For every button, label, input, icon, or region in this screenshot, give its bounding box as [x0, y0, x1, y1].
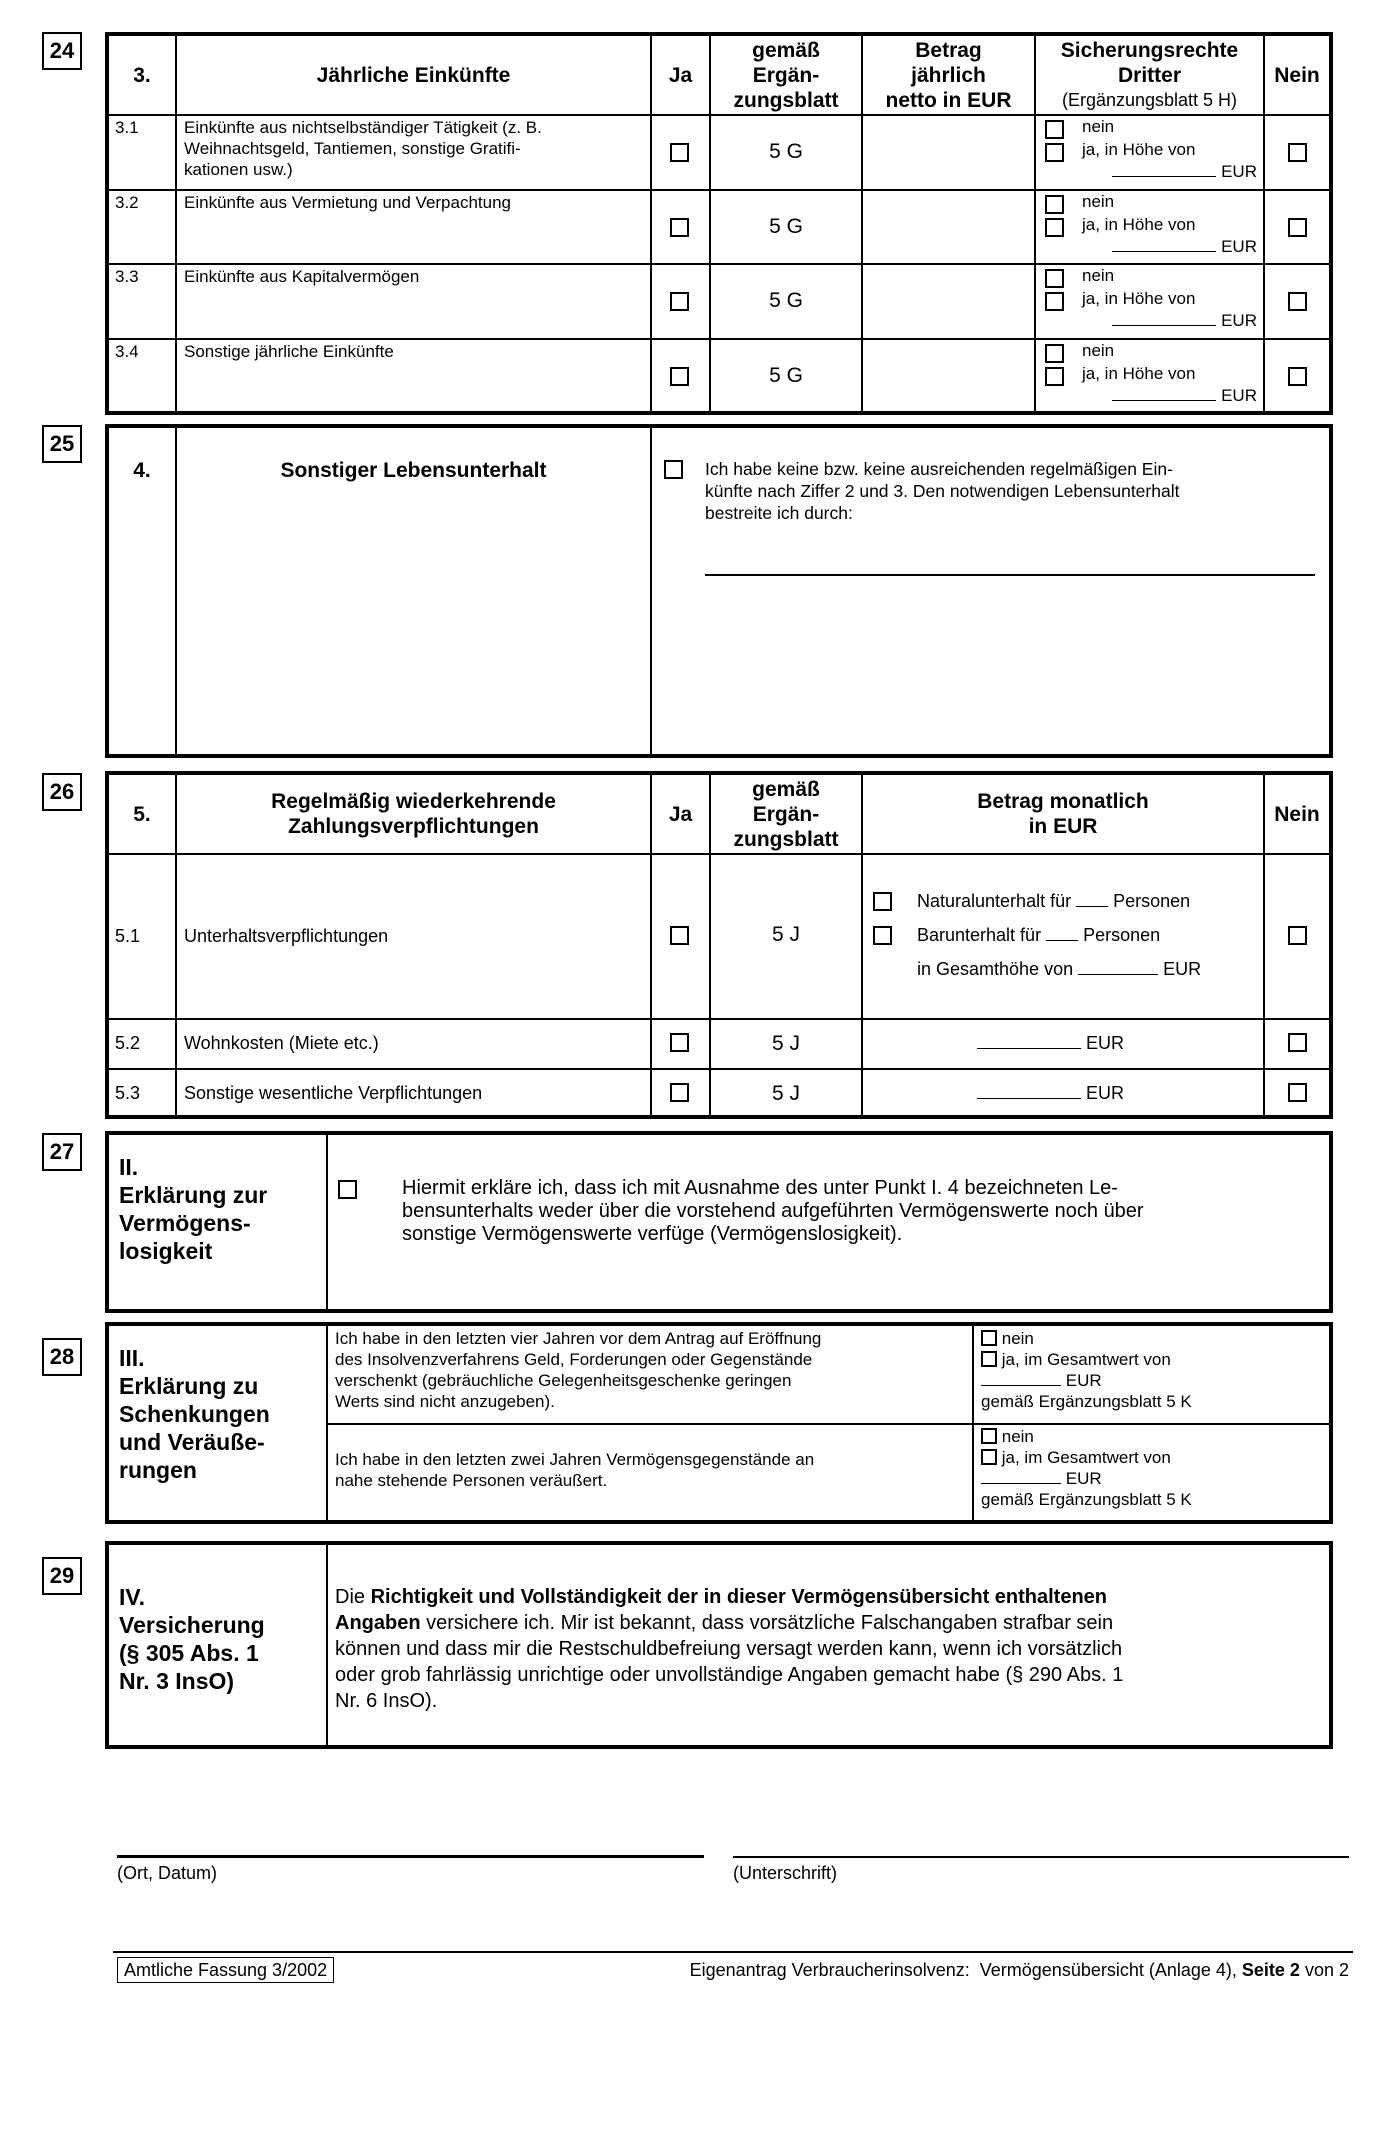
- row-sheet: 5 G: [769, 289, 803, 312]
- persons-count-field[interactable]: [1046, 940, 1078, 941]
- text: Die: [335, 1586, 371, 1608]
- text: in Gesamthöhe von: [917, 959, 1074, 979]
- row-label: Unterhaltsverpflichtungen: [184, 926, 389, 946]
- text-line: bensunterhalts weder über die vorstehend aufgeführten Vermögenswerte noch über: [402, 1200, 1144, 1222]
- header-text: Sicherungsrechte: [1060, 38, 1239, 62]
- amount-field[interactable]: [977, 1098, 1081, 1099]
- section-27-title: [119, 1153, 267, 1265]
- disposals-yes-checkbox[interactable]: [981, 1449, 997, 1465]
- section-number-29: 29: [42, 1557, 82, 1595]
- currency-label: EUR: [1221, 311, 1257, 330]
- header-text: Ergän-: [752, 802, 820, 826]
- gifts-text: [335, 1328, 965, 1412]
- title-line: Schenkungen: [119, 1401, 270, 1427]
- third-party-amount-field[interactable]: [1112, 251, 1216, 252]
- header-text: zungsblatt: [733, 827, 839, 851]
- header-title: [177, 775, 650, 853]
- total-amount-field[interactable]: [1078, 974, 1158, 975]
- row-3-3-nein-checkbox[interactable]: [1288, 292, 1307, 311]
- text-line: Nr. 6 InsO).: [335, 1690, 438, 1712]
- currency-label: EUR: [1221, 237, 1257, 256]
- section-29-assurance: [105, 1541, 1333, 1749]
- row-3-3-ja-checkbox[interactable]: [670, 292, 689, 311]
- header-title: Jährliche Einkünfte: [316, 63, 511, 87]
- natural-maintenance-label: [917, 890, 1190, 912]
- title-line: und Veräuße-: [119, 1429, 265, 1455]
- signature-label: (Unterschrift): [733, 1863, 838, 1883]
- text-line: künfte nach Ziffer 2 und 3. Den notwendigen Lebensunterhalt: [705, 481, 1180, 501]
- header-nein: Nein: [1274, 63, 1320, 87]
- section-25-other-livelihood: [105, 424, 1333, 758]
- row-sheet: 5 J: [771, 1082, 800, 1105]
- page-number: Seite 2: [1241, 1960, 1300, 1980]
- third-party-yes-checkbox[interactable]: [1045, 367, 1064, 386]
- row-3-4-nein-checkbox[interactable]: [1288, 367, 1307, 386]
- text-line: bestreite ich durch:: [705, 503, 853, 523]
- row-label: [184, 117, 649, 180]
- section-28-title: [119, 1344, 270, 1484]
- row-sheet: 5 J: [771, 923, 800, 946]
- section-number-25: 25: [42, 425, 82, 463]
- header-text: in EUR: [1028, 815, 1098, 838]
- header-text: gemäß: [752, 38, 820, 62]
- row-sheet: 5 G: [769, 215, 803, 238]
- currency-label: EUR: [1065, 1469, 1102, 1488]
- natural-maintenance-checkbox[interactable]: [873, 892, 892, 911]
- title-line: losigkeit: [119, 1238, 213, 1264]
- option-label: ja, in Höhe von: [1082, 139, 1196, 159]
- row-label: [184, 192, 649, 213]
- title-line: Nr. 3 InsO): [119, 1668, 235, 1694]
- total-amount-label: [917, 958, 1201, 980]
- row-number: 5.2: [115, 1033, 141, 1053]
- option-label: nein: [1001, 1427, 1034, 1446]
- row-5-1-nein-checkbox[interactable]: [1288, 926, 1307, 945]
- header-supplement-sheet: [711, 36, 861, 114]
- header-number: 3.: [133, 63, 151, 87]
- third-party-no-checkbox[interactable]: [1045, 344, 1064, 363]
- no-assets-text: [402, 1177, 1144, 1246]
- third-party-yes-checkbox[interactable]: [1045, 292, 1064, 311]
- third-party-no-checkbox[interactable]: [1045, 120, 1064, 139]
- row-5-2-ja-checkbox[interactable]: [670, 1033, 689, 1052]
- supplement-reference: gemäß Ergänzungsblatt 5 K: [981, 1392, 1192, 1411]
- title-line: Vermögens-: [119, 1210, 251, 1236]
- title-line: IV.: [119, 1584, 146, 1610]
- row-5-3-nein-checkbox[interactable]: [1288, 1083, 1307, 1102]
- text: Personen: [1083, 925, 1161, 945]
- row-label: [184, 341, 649, 362]
- header-text: Betrag: [915, 38, 982, 62]
- row-5-2-nein-checkbox[interactable]: [1288, 1033, 1307, 1052]
- section-29-title: [119, 1583, 265, 1695]
- header-text: Betrag monatlich: [977, 790, 1149, 813]
- row-label: Sonstige wesentliche Verpflichtungen: [184, 1083, 483, 1103]
- disposals-options: [981, 1426, 1321, 1510]
- title-line: Erklärung zu: [119, 1373, 259, 1399]
- section-number-24: 24: [42, 32, 82, 70]
- option-label: ja, im Gesamtwert von: [1001, 1350, 1171, 1369]
- text: EUR: [1086, 1083, 1125, 1103]
- header-number: 5.: [133, 802, 151, 826]
- row-number: 3.3: [115, 267, 139, 286]
- gifts-yes-checkbox[interactable]: [981, 1351, 997, 1367]
- title-line: Erklärung zur: [119, 1182, 268, 1208]
- option-label: ja, in Höhe von: [1082, 214, 1196, 234]
- signature-input-line[interactable]: [733, 1856, 1349, 1858]
- text-line: Hiermit erkläre ich, dass ich mit Ausnahme des unter Punkt I. 4 bezeichneten Le-: [402, 1177, 1118, 1199]
- third-party-yes-checkbox[interactable]: [1045, 143, 1064, 162]
- row-number: 3.1: [115, 118, 139, 137]
- currency-label: EUR: [1221, 162, 1257, 181]
- header-ja: Ja: [668, 63, 693, 87]
- label-line: kationen usw.): [184, 160, 293, 179]
- footer-version-badge: Amtliche Fassung 3/2002: [117, 1957, 334, 1983]
- row-label: Wohnkosten (Miete etc.): [184, 1033, 379, 1053]
- no-regular-income-text: [705, 458, 1325, 524]
- gifts-amount-field[interactable]: [981, 1385, 1061, 1386]
- section-25-number: 4.: [133, 459, 151, 482]
- label-line: Einkünfte aus Kapitalvermögen: [184, 267, 420, 286]
- text: Personen: [1113, 891, 1191, 911]
- row-number: 5.1: [115, 926, 141, 946]
- label-line: Einkünfte aus nichtselbständiger Tätigkeit (z. B.: [184, 118, 542, 137]
- header-supplement-sheet: [711, 775, 861, 853]
- title-line: rungen: [119, 1457, 197, 1483]
- row-sheet: 5 G: [769, 140, 803, 163]
- row-sheet: 5 J: [771, 1032, 800, 1055]
- section-27-declaration-no-assets: [105, 1131, 1333, 1313]
- title-line: II.: [119, 1154, 139, 1180]
- amount-field[interactable]: [977, 1048, 1081, 1049]
- supplement-reference: gemäß Ergänzungsblatt 5 K: [981, 1490, 1192, 1509]
- option-label: nein: [1082, 192, 1115, 211]
- header-text: Dritter: [1117, 63, 1181, 87]
- currency-label: EUR: [1221, 386, 1257, 405]
- text-line: Ich habe in den letzten vier Jahren vor dem Antrag auf Eröffnung: [335, 1329, 822, 1348]
- row-3-4-ja-checkbox[interactable]: [670, 367, 689, 386]
- header-text: netto in EUR: [885, 88, 1012, 112]
- section-number-27: 27: [42, 1133, 82, 1171]
- cash-maintenance-checkbox[interactable]: [873, 926, 892, 945]
- row-sheet: 5 G: [769, 364, 803, 387]
- section-26-recurring-payments-table: [105, 771, 1333, 1119]
- section-number-26: 26: [42, 773, 82, 811]
- row-3-2-ja-checkbox[interactable]: [670, 218, 689, 237]
- amount-field-row: [977, 1032, 1124, 1054]
- annual-amount-field[interactable]: [863, 116, 1034, 189]
- third-party-no-checkbox[interactable]: [1045, 269, 1064, 288]
- title-line: (§ 305 Abs. 1: [119, 1640, 259, 1666]
- text: Barunterhalt für: [917, 925, 1042, 945]
- text-line: sonstige Vermögenswerte verfüge (Vermögenslosigkeit).: [402, 1223, 903, 1245]
- header-monthly-amount: [863, 775, 1263, 853]
- text: versichere ich. Mir ist bekannt, dass vorsätzliche Falschangaben strafbar sein: [420, 1612, 1114, 1634]
- section-24-annual-income-table: [105, 32, 1333, 415]
- row-number: 3.2: [115, 193, 139, 212]
- option-label: ja, im Gesamtwert von: [1001, 1448, 1171, 1467]
- text-line: verschenkt (gebräuchliche Gelegenheitsgeschenke geringen: [335, 1371, 792, 1390]
- row-5-1-ja-checkbox[interactable]: [670, 926, 689, 945]
- no-regular-income-checkbox[interactable]: [664, 460, 683, 479]
- third-party-options: [1082, 265, 1257, 333]
- header-subtext: (Ergänzungsblatt 5 H): [1061, 89, 1238, 110]
- row-3-1-nein-checkbox[interactable]: [1288, 143, 1307, 162]
- row-3-2-nein-checkbox[interactable]: [1288, 218, 1307, 237]
- row-5-3-ja-checkbox[interactable]: [670, 1083, 689, 1102]
- text-bold: Angaben: [335, 1612, 421, 1634]
- livelihood-means-input-line[interactable]: [705, 574, 1315, 576]
- gifts-no-checkbox[interactable]: [981, 1330, 997, 1346]
- section-28-gifts-disposals: [105, 1322, 1333, 1524]
- disposals-no-checkbox[interactable]: [981, 1428, 997, 1444]
- third-party-amount-field[interactable]: [1112, 400, 1216, 401]
- third-party-options: [1082, 340, 1257, 408]
- row-number: 5.3: [115, 1083, 141, 1103]
- text: Eigenantrag Verbraucherinsolvenz: Vermögensübersicht (Anlage 4),: [689, 1960, 1242, 1980]
- section-25-title: Sonstiger Lebensunterhalt: [280, 459, 547, 482]
- header-text: jährlich: [911, 63, 986, 87]
- third-party-options: [1082, 191, 1257, 259]
- disposals-amount-field[interactable]: [981, 1483, 1061, 1484]
- annual-amount-field[interactable]: [863, 340, 1034, 413]
- header-amount: [863, 36, 1034, 114]
- option-label: nein: [1082, 266, 1115, 285]
- text: von 2: [1299, 1960, 1349, 1980]
- assurance-text: [335, 1584, 1123, 1714]
- title-line: Versicherung: [119, 1612, 265, 1638]
- amount-field-row: [977, 1082, 1124, 1104]
- header-text: gemäß: [752, 777, 820, 801]
- currency-label: EUR: [1065, 1371, 1102, 1390]
- text: Naturalunterhalt für: [917, 891, 1072, 911]
- option-label: ja, in Höhe von: [1082, 288, 1196, 308]
- header-text: zungsblatt: [733, 88, 839, 112]
- text-line: des Insolvenzverfahrens Geld, Forderungen oder Gegenstände: [335, 1350, 813, 1369]
- row-number: 3.4: [115, 342, 139, 361]
- annual-amount-field[interactable]: [863, 265, 1034, 338]
- disposals-text: [335, 1449, 965, 1491]
- footer-document-title: [690, 1959, 1349, 1981]
- text: EUR: [1163, 959, 1202, 979]
- text-line: Werts sind nicht anzugeben).: [335, 1392, 555, 1411]
- label-line: Sonstige jährliche Einkünfte: [184, 342, 394, 361]
- header-text: Ergän-: [752, 63, 820, 87]
- cash-maintenance-label: [917, 924, 1160, 946]
- label-line: Einkünfte aus Vermietung und Verpachtung: [184, 193, 512, 212]
- section-number-28: 28: [42, 1338, 82, 1376]
- text: EUR: [1086, 1033, 1125, 1053]
- persons-count-field[interactable]: [1076, 906, 1108, 907]
- header-nein: Nein: [1274, 802, 1320, 826]
- place-date-label: (Ort, Datum): [117, 1863, 218, 1883]
- third-party-amount-field[interactable]: [1112, 176, 1216, 177]
- text-line: nahe stehende Personen veräußert.: [335, 1471, 608, 1490]
- header-third-party-rights: [1036, 36, 1263, 114]
- header-text: Regelmäßig wiederkehrende: [271, 790, 556, 813]
- footer-rule: [113, 1951, 1353, 1953]
- no-assets-checkbox[interactable]: [338, 1180, 357, 1199]
- option-label: nein: [1082, 341, 1115, 360]
- text-line: oder grob fahrlässig unrichtige oder unvollständige Angaben gemacht habe (§ 290 Abs. 1: [335, 1664, 1124, 1686]
- title-line: III.: [119, 1345, 145, 1371]
- label-line: Weihnachtsgeld, Tantiemen, sonstige Gratifi-: [184, 139, 521, 158]
- text-bold: Richtigkeit und Vollständigkeit der in dieser Vermögensübersicht enthaltenen: [370, 1586, 1108, 1608]
- header-text: Zahlungsverpflichtungen: [288, 815, 539, 838]
- option-label: ja, in Höhe von: [1082, 363, 1196, 383]
- place-date-input-line[interactable]: [117, 1855, 704, 1858]
- third-party-amount-field[interactable]: [1112, 325, 1216, 326]
- third-party-options: [1082, 116, 1257, 184]
- text-line: Ich habe keine bzw. keine ausreichenden regelmäßigen Ein-: [705, 459, 1173, 479]
- gifts-options: [981, 1328, 1321, 1412]
- text-line: können und dass mir die Restschuldbefreiung versagt werden kann, wenn ich vorsätzlich: [335, 1638, 1123, 1660]
- third-party-yes-checkbox[interactable]: [1045, 218, 1064, 237]
- header-ja: Ja: [668, 802, 693, 826]
- text-line: Ich habe in den letzten zwei Jahren Vermögensgegenstände an: [335, 1450, 815, 1469]
- option-label: nein: [1082, 117, 1115, 136]
- third-party-no-checkbox[interactable]: [1045, 195, 1064, 214]
- option-label: nein: [1001, 1329, 1034, 1348]
- annual-amount-field[interactable]: [863, 191, 1034, 264]
- row-label: [184, 266, 649, 287]
- row-3-1-ja-checkbox[interactable]: [670, 143, 689, 162]
